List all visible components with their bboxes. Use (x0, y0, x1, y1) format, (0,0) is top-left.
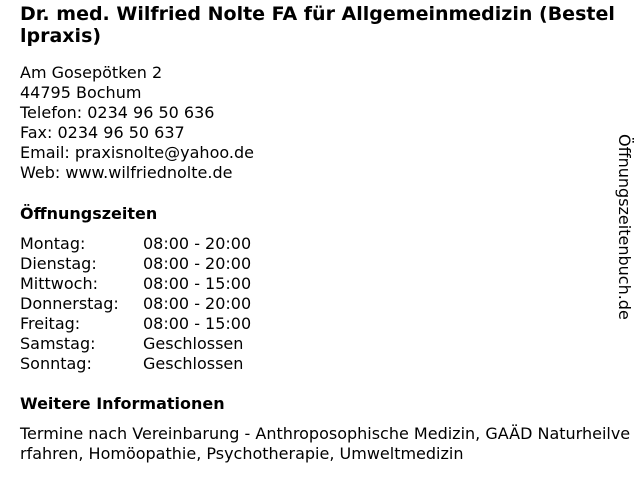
opening-hours-table (20, 234, 251, 374)
address-city: 44795 Bochum (20, 83, 142, 102)
table-row (20, 254, 251, 274)
side-watermark: Öffnungszeitenbuch.de (615, 134, 634, 320)
opening-hours-heading: Öffnungszeiten (20, 204, 158, 223)
table-row (20, 314, 251, 334)
further-info-text: Termine nach Vereinbarung - Anthroposophische Medizin, GAÄD Naturheilverfahren, Homöopathie, Psychotherapie, Umweltmedizin (20, 424, 631, 463)
day-hours: 08:00 - 15:00 (143, 274, 252, 293)
day-label: Donnerstag: (20, 294, 119, 313)
day-label: Mittwoch: (20, 274, 98, 293)
day-label: Samstag: (20, 334, 96, 353)
email-address: Email: praxisnolte@yahoo.de (20, 143, 254, 162)
further-info-heading: Weitere Informationen (20, 394, 225, 413)
day-hours: 08:00 - 15:00 (143, 314, 252, 333)
day-hours: 08:00 - 20:00 (143, 254, 252, 273)
table-row (20, 334, 251, 354)
day-hours: 08:00 - 20:00 (143, 234, 252, 253)
page-title: Dr. med. Wilfried Nolte FA für Allgemeinmedizin (Bestellpraxis) (20, 3, 615, 47)
day-label: Dienstag: (20, 254, 97, 273)
table-row (20, 234, 251, 254)
day-hours: Geschlossen (143, 334, 244, 353)
fax-number: Fax: 0234 96 50 637 (20, 123, 185, 142)
contact-block (20, 63, 254, 183)
table-row (20, 354, 251, 374)
day-label: Sonntag: (20, 354, 92, 373)
day-hours: 08:00 - 20:00 (143, 294, 252, 313)
website: Web: www.wilfriednolte.de (20, 163, 233, 182)
phone-number: Telefon: 0234 96 50 636 (20, 103, 215, 122)
day-hours: Geschlossen (143, 354, 244, 373)
address-street: Am Gosepötken 2 (20, 63, 163, 82)
table-row (20, 294, 251, 314)
table-row (20, 274, 251, 294)
day-label: Montag: (20, 234, 86, 253)
day-label: Freitag: (20, 314, 81, 333)
